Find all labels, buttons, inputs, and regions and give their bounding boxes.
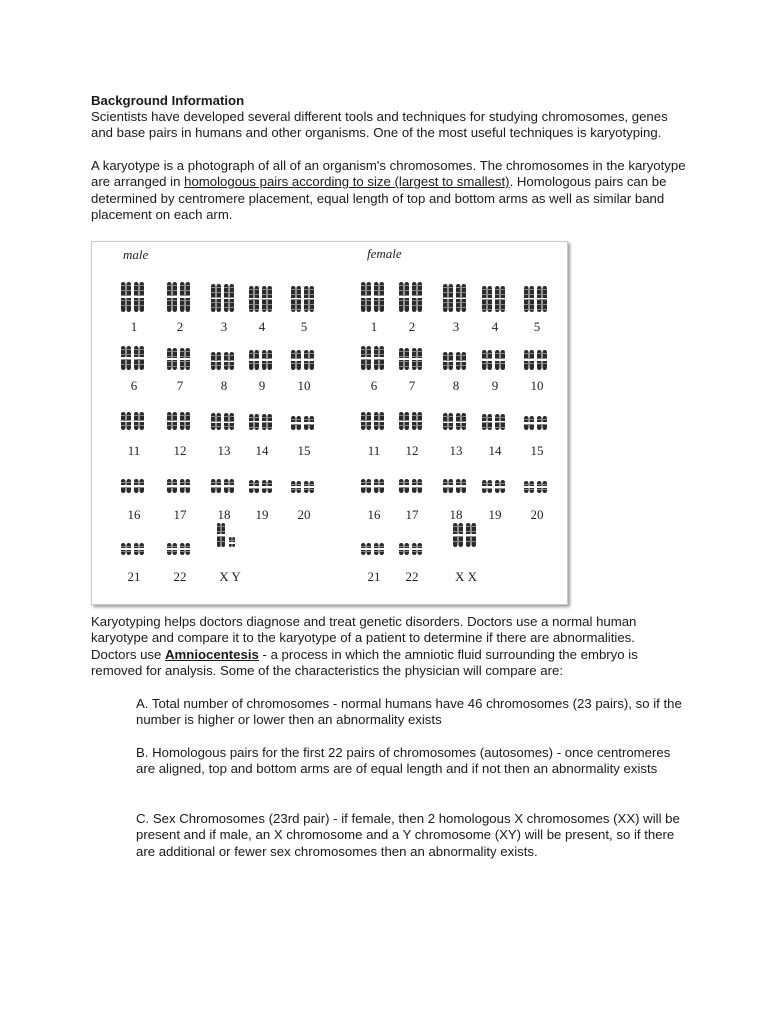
male-chromosome-pair-13 <box>209 413 239 434</box>
female-pair-label-13: 13 <box>449 443 463 458</box>
male-pair-label-19: 19 <box>255 507 269 522</box>
male-pair-label-6: 6 <box>130 378 138 393</box>
female-pair-label-18: 18 <box>449 507 463 522</box>
male-chromosome-pair-1 <box>119 282 149 316</box>
female-pair-label-9: 9 <box>491 378 499 393</box>
diagnosis-paragraph: Karyotyping helps doctors diagnose and treat genetic disorders. Doctors use a normal human karyotype and compare it to the karyotype of a patient to determine if there are abnormalities. <box>91 614 637 646</box>
male-pair-label-4: 4 <box>258 319 266 334</box>
male-pair-label-17: 17 <box>173 507 187 522</box>
male-pair-label-11: 11 <box>127 443 141 458</box>
female-chromosome-pair-2 <box>397 282 427 316</box>
male-pair-label-7: 7 <box>176 378 184 393</box>
characteristic-c: C. Sex Chromosomes (23rd pair) - if female, then 2 homologous X chromosomes (XX) will be present and if male, an X chromosome and a Y chromosome (XY) will be present, so if there are additional or fewer sex chromosomes then an abnormality exists. <box>136 811 680 859</box>
female-pair-label-16: 16 <box>367 507 381 522</box>
female-pair-label-22: 22 <box>405 569 419 584</box>
female-pair-label-14: 14 <box>488 443 502 458</box>
male-chromosome-pair-9 <box>247 350 277 374</box>
male-pair-label-18: 18 <box>217 507 231 522</box>
male-chromosome-pair-18 <box>209 479 239 497</box>
female-chromosome-pair-13 <box>441 413 471 434</box>
female-pair-label-19: 19 <box>488 507 502 522</box>
male-chromosome-pair-17 <box>165 479 195 497</box>
female-pair-label-11: 11 <box>367 443 381 458</box>
male-pair-label-9: 9 <box>258 378 266 393</box>
female-pair-label-3: 3 <box>452 319 460 334</box>
male-chromosome-pair-23 <box>215 523 245 551</box>
female-pair-label-12: 12 <box>405 443 419 458</box>
male-pair-label-22: 22 <box>173 569 187 584</box>
female-chromosome-pair-3 <box>441 284 471 316</box>
amniocentesis-term: Amniocentesis <box>165 647 259 662</box>
male-pair-label-13: 13 <box>217 443 231 458</box>
female-chromosome-pair-8 <box>441 352 471 374</box>
male-chromosome-pair-7 <box>165 348 195 374</box>
male-karyotype-label: male <box>123 247 149 262</box>
female-chromosome-pair-6 <box>359 346 389 374</box>
male-pair-label-23: X Y <box>219 569 241 584</box>
male-chromosome-pair-19 <box>247 480 277 497</box>
female-pair-label-10: 10 <box>530 378 544 393</box>
female-chromosome-pair-10 <box>522 350 552 374</box>
female-pair-label-4: 4 <box>491 319 499 334</box>
female-chromosome-pair-15 <box>522 416 552 434</box>
amniocentesis-text-start: Doctors use <box>91 647 166 662</box>
male-pair-label-2: 2 <box>176 319 184 334</box>
male-pair-label-5: 5 <box>300 319 308 334</box>
definition-text-end: . Homologous pairs can be determined by centromere placement, equal length of top and bottom arms as well as similar band placement on each arm. <box>91 174 667 222</box>
underlined-phrase: homologous pairs according to size (largest to smallest) <box>184 174 510 190</box>
karyotype-definition-paragraph <box>91 158 691 223</box>
male-chromosome-pair-16 <box>119 479 149 497</box>
female-karyotype-label: female <box>367 246 402 261</box>
female-chromosome-pair-12 <box>397 412 427 434</box>
section-heading: Background Information <box>91 93 245 108</box>
male-chromosome-pair-10 <box>289 350 319 374</box>
female-chromosome-pair-11 <box>359 412 389 434</box>
female-pair-label-17: 17 <box>405 507 419 522</box>
male-chromosome-pair-21 <box>119 543 149 559</box>
amniocentesis-paragraph <box>91 647 691 680</box>
female-pair-label-23: X X <box>454 569 478 584</box>
male-pair-label-8: 8 <box>220 378 228 393</box>
female-pair-label-20: 20 <box>530 507 544 522</box>
female-chromosome-pair-1 <box>359 282 389 316</box>
male-chromosome-pair-20 <box>289 481 319 497</box>
female-chromosome-pair-17 <box>397 479 427 497</box>
female-chromosome-pair-14 <box>480 414 510 434</box>
female-pair-label-15: 15 <box>530 443 544 458</box>
karyotype-figure <box>91 241 568 605</box>
female-chromosome-pair-20 <box>522 481 552 497</box>
female-pair-label-8: 8 <box>452 378 460 393</box>
female-pair-label-7: 7 <box>408 378 416 393</box>
female-chromosome-pair-7 <box>397 348 427 374</box>
male-chromosome-pair-22 <box>165 543 195 559</box>
male-pair-label-21: 21 <box>127 569 141 584</box>
characteristic-b: B. Homologous pairs for the first 22 pairs of chromosomes (autosomes) - once centromeres are aligned, top and bottom arms are of equal length and if not then an abnormality exists <box>136 745 671 777</box>
male-chromosome-pair-15 <box>289 416 319 434</box>
male-chromosome-pair-12 <box>165 412 195 434</box>
female-chromosome-pair-16 <box>359 479 389 497</box>
female-chromosome-pair-23 <box>451 523 481 551</box>
male-pair-label-10: 10 <box>297 378 311 393</box>
male-chromosome-pair-6 <box>119 346 149 374</box>
amniocentesis-text-end: - a process in which the amniotic fluid surrounding the embryo is removed for analysis. Some of the characteristics the physician will compare are: <box>91 647 638 679</box>
female-chromosome-pair-18 <box>441 479 471 497</box>
female-pair-label-6: 6 <box>370 378 378 393</box>
characteristic-a: A. Total number of chromosomes - normal humans have 46 chromosomes (23 pairs), so if the number is higher or lower then an abnormality exists <box>136 696 682 728</box>
male-chromosome-pair-11 <box>119 412 149 434</box>
female-chromosome-pair-4 <box>480 286 510 316</box>
female-pair-label-5: 5 <box>533 319 541 334</box>
female-pair-label-1: 1 <box>370 319 378 334</box>
male-pair-label-16: 16 <box>127 507 141 522</box>
male-chromosome-pair-3 <box>209 284 239 316</box>
male-chromosome-pair-2 <box>165 282 195 316</box>
female-chromosome-pair-5 <box>522 286 552 316</box>
female-chromosome-pair-21 <box>359 543 389 559</box>
male-pair-label-12: 12 <box>173 443 187 458</box>
male-pair-label-1: 1 <box>130 319 138 334</box>
male-pair-label-20: 20 <box>297 507 311 522</box>
male-chromosome-pair-5 <box>289 286 319 316</box>
female-chromosome-pair-19 <box>480 480 510 497</box>
male-chromosome-pair-14 <box>247 414 277 434</box>
male-chromosome-pair-8 <box>209 352 239 374</box>
intro-paragraph: Scientists have developed several different tools and techniques for studying chromosomes, genes and base pairs in humans and other organisms. One of the most useful techniques is karyotyping. <box>91 109 668 141</box>
female-chromosome-pair-9 <box>480 350 510 374</box>
female-pair-label-2: 2 <box>408 319 416 334</box>
female-pair-label-21: 21 <box>367 569 381 584</box>
male-pair-label-15: 15 <box>297 443 311 458</box>
female-chromosome-pair-22 <box>397 543 427 559</box>
male-pair-label-14: 14 <box>255 443 269 458</box>
definition-text-start: A karyotype is a photograph of all of an organism's chromosomes. The chromosomes in the karyotype are arranged in <box>91 158 686 190</box>
male-pair-label-3: 3 <box>220 319 228 334</box>
male-chromosome-pair-4 <box>247 286 277 316</box>
